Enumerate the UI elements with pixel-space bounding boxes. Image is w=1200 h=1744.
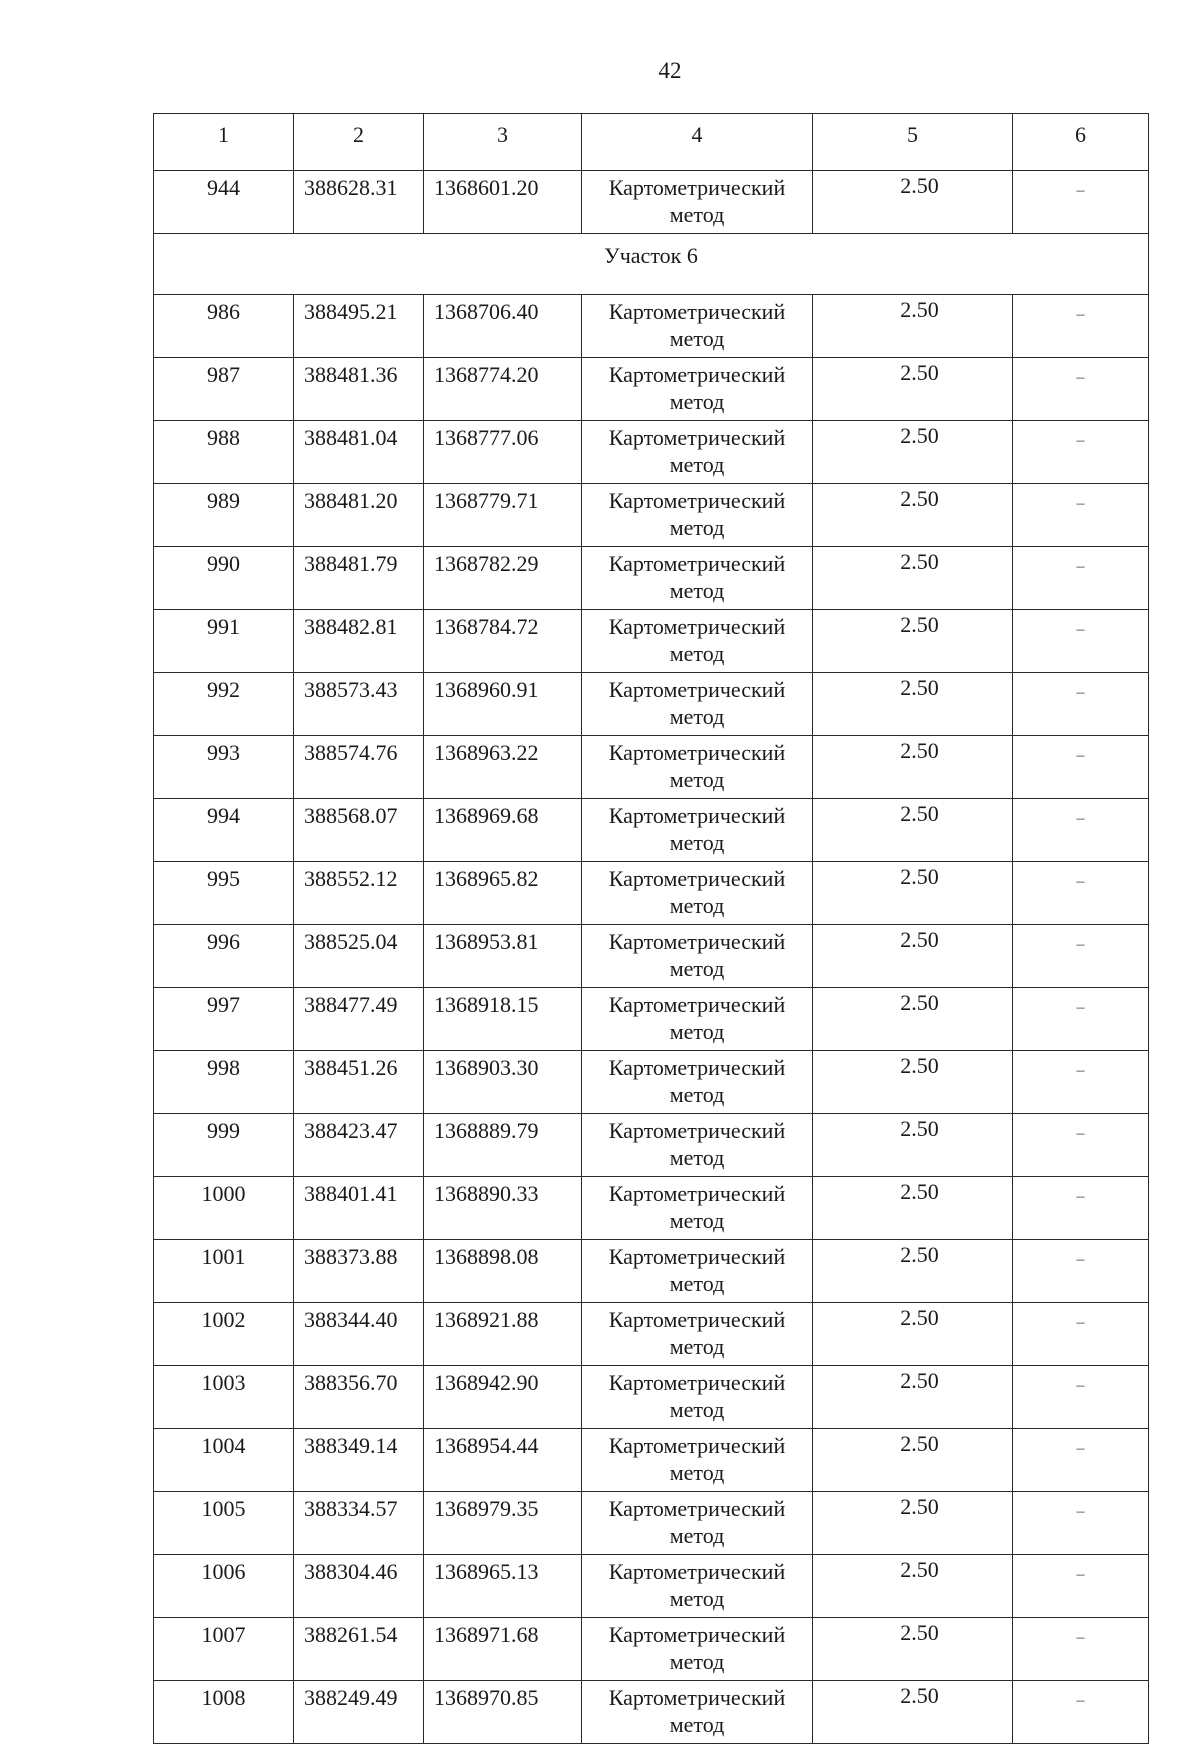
y-coordinate-cell: 1368942.90 [424,1366,582,1429]
x-coordinate-cell: 388401.41 [294,1177,424,1240]
precision-cell: 2.50 [813,547,1013,610]
coordinates-table [153,113,1149,1744]
method-cell: Картометрический метод [582,1177,813,1240]
point-number-cell: 994 [154,799,294,862]
precision-cell: 2.50 [813,1114,1013,1177]
point-number-cell: 995 [154,862,294,925]
method-cell: Картометрический метод [582,925,813,988]
note-cell: – [1013,799,1149,862]
precision-cell: 2.50 [813,1177,1013,1240]
y-coordinate-cell: 1368779.71 [424,484,582,547]
precision-cell: 2.50 [813,421,1013,484]
y-coordinate-cell: 1368601.20 [424,171,582,234]
note-cell: – [1013,862,1149,925]
note-cell: – [1013,1555,1149,1618]
y-coordinate-cell: 1368774.20 [424,358,582,421]
point-number-cell: 987 [154,358,294,421]
note-cell: – [1013,1492,1149,1555]
note-cell: – [1013,736,1149,799]
point-number-cell: 944 [154,171,294,234]
table-row [154,1366,1149,1429]
precision-cell: 2.50 [813,610,1013,673]
note-cell: – [1013,988,1149,1051]
x-coordinate-cell: 388628.31 [294,171,424,234]
header-cell: 3 [424,114,582,171]
table-row [154,171,1149,234]
x-coordinate-cell: 388423.47 [294,1114,424,1177]
method-cell: Картометрический метод [582,1681,813,1744]
table-row [154,1051,1149,1114]
method-cell: Картометрический метод [582,1114,813,1177]
x-coordinate-cell: 388574.76 [294,736,424,799]
point-number-cell: 1007 [154,1618,294,1681]
precision-cell: 2.50 [813,736,1013,799]
x-coordinate-cell: 388334.57 [294,1492,424,1555]
y-coordinate-cell: 1368782.29 [424,547,582,610]
table-row [154,799,1149,862]
header-cell: 6 [1013,114,1149,171]
y-coordinate-cell: 1368889.79 [424,1114,582,1177]
point-number-cell: 1006 [154,1555,294,1618]
point-number-cell: 1001 [154,1240,294,1303]
table-header-row [154,114,1149,171]
method-cell: Картометрический метод [582,1240,813,1303]
precision-cell: 2.50 [813,1051,1013,1114]
precision-cell: 2.50 [813,1303,1013,1366]
method-cell: Картометрический метод [582,1618,813,1681]
method-cell: Картометрический метод [582,1366,813,1429]
y-coordinate-cell: 1368921.88 [424,1303,582,1366]
method-cell: Картометрический метод [582,547,813,610]
table-row [154,610,1149,673]
table-row [154,421,1149,484]
x-coordinate-cell: 388482.81 [294,610,424,673]
precision-cell: 2.50 [813,1618,1013,1681]
x-coordinate-cell: 388477.49 [294,988,424,1051]
y-coordinate-cell: 1368970.85 [424,1681,582,1744]
note-cell: – [1013,1051,1149,1114]
method-cell: Картометрический метод [582,736,813,799]
point-number-cell: 986 [154,295,294,358]
note-cell: – [1013,295,1149,358]
note-cell: – [1013,1177,1149,1240]
method-cell: Картометрический метод [582,171,813,234]
table-row [154,547,1149,610]
precision-cell: 2.50 [813,171,1013,234]
y-coordinate-cell: 1368777.06 [424,421,582,484]
x-coordinate-cell: 388344.40 [294,1303,424,1366]
point-number-cell: 999 [154,1114,294,1177]
precision-cell: 2.50 [813,358,1013,421]
header-cell: 4 [582,114,813,171]
header-cell: 2 [294,114,424,171]
table-row [154,862,1149,925]
point-number-cell: 1000 [154,1177,294,1240]
note-cell: – [1013,925,1149,988]
y-coordinate-cell: 1368903.30 [424,1051,582,1114]
table-row [154,925,1149,988]
y-coordinate-cell: 1368965.82 [424,862,582,925]
point-number-cell: 996 [154,925,294,988]
table-row [154,1303,1149,1366]
note-cell: – [1013,1618,1149,1681]
precision-cell: 2.50 [813,1240,1013,1303]
method-cell: Картометрический метод [582,1492,813,1555]
note-cell: – [1013,1366,1149,1429]
note-cell: – [1013,1303,1149,1366]
note-cell: – [1013,1681,1149,1744]
point-number-cell: 1004 [154,1429,294,1492]
x-coordinate-cell: 388495.21 [294,295,424,358]
table-row [154,484,1149,547]
header-cell: 1 [154,114,294,171]
precision-cell: 2.50 [813,484,1013,547]
method-cell: Картометрический метод [582,610,813,673]
table-row [154,988,1149,1051]
precision-cell: 2.50 [813,1366,1013,1429]
method-cell: Картометрический метод [582,799,813,862]
table-row [154,358,1149,421]
page-number: 42 [658,58,682,83]
point-number-cell: 988 [154,421,294,484]
point-number-cell: 998 [154,1051,294,1114]
point-number-cell: 993 [154,736,294,799]
table-row [154,1555,1149,1618]
method-cell: Картометрический метод [582,673,813,736]
point-number-cell: 1002 [154,1303,294,1366]
section-row [154,234,1149,295]
x-coordinate-cell: 388525.04 [294,925,424,988]
method-cell: Картометрический метод [582,1303,813,1366]
note-cell: – [1013,171,1149,234]
x-coordinate-cell: 388573.43 [294,673,424,736]
y-coordinate-cell: 1368960.91 [424,673,582,736]
x-coordinate-cell: 388261.54 [294,1618,424,1681]
y-coordinate-cell: 1368963.22 [424,736,582,799]
note-cell: – [1013,421,1149,484]
precision-cell: 2.50 [813,295,1013,358]
method-cell: Картометрический метод [582,484,813,547]
table-row [154,1492,1149,1555]
y-coordinate-cell: 1368979.35 [424,1492,582,1555]
note-cell: – [1013,358,1149,421]
y-coordinate-cell: 1368965.13 [424,1555,582,1618]
method-cell: Картометрический метод [582,421,813,484]
point-number-cell: 989 [154,484,294,547]
table-row [154,673,1149,736]
note-cell: – [1013,1240,1149,1303]
precision-cell: 2.50 [813,1555,1013,1618]
x-coordinate-cell: 388481.79 [294,547,424,610]
note-cell: – [1013,484,1149,547]
y-coordinate-cell: 1368953.81 [424,925,582,988]
point-number-cell: 1005 [154,1492,294,1555]
x-coordinate-cell: 388481.04 [294,421,424,484]
y-coordinate-cell: 1368890.33 [424,1177,582,1240]
method-cell: Картометрический метод [582,988,813,1051]
precision-cell: 2.50 [813,988,1013,1051]
precision-cell: 2.50 [813,673,1013,736]
point-number-cell: 991 [154,610,294,673]
y-coordinate-cell: 1368706.40 [424,295,582,358]
table-row [154,1240,1149,1303]
x-coordinate-cell: 388481.20 [294,484,424,547]
header-cell: 5 [813,114,1013,171]
x-coordinate-cell: 388451.26 [294,1051,424,1114]
point-number-cell: 990 [154,547,294,610]
y-coordinate-cell: 1368971.68 [424,1618,582,1681]
point-number-cell: 1003 [154,1366,294,1429]
precision-cell: 2.50 [813,862,1013,925]
x-coordinate-cell: 388373.88 [294,1240,424,1303]
table-row [154,1618,1149,1681]
method-cell: Картометрический метод [582,1429,813,1492]
note-cell: – [1013,1429,1149,1492]
x-coordinate-cell: 388481.36 [294,358,424,421]
method-cell: Картометрический метод [582,358,813,421]
x-coordinate-cell: 388349.14 [294,1429,424,1492]
note-cell: – [1013,610,1149,673]
point-number-cell: 997 [154,988,294,1051]
y-coordinate-cell: 1368954.44 [424,1429,582,1492]
method-cell: Картометрический метод [582,295,813,358]
section-label: Участок 6 [154,234,1149,295]
precision-cell: 2.50 [813,925,1013,988]
table-row [154,1429,1149,1492]
method-cell: Картометрический метод [582,1555,813,1618]
x-coordinate-cell: 388356.70 [294,1366,424,1429]
table-row [154,295,1149,358]
note-cell: – [1013,1114,1149,1177]
table-row [154,1114,1149,1177]
method-cell: Картометрический метод [582,1051,813,1114]
point-number-cell: 992 [154,673,294,736]
note-cell: – [1013,673,1149,736]
note-cell: – [1013,547,1149,610]
precision-cell: 2.50 [813,1492,1013,1555]
y-coordinate-cell: 1368898.08 [424,1240,582,1303]
table-row [154,736,1149,799]
table-body [154,114,1149,1744]
x-coordinate-cell: 388249.49 [294,1681,424,1744]
precision-cell: 2.50 [813,799,1013,862]
y-coordinate-cell: 1368784.72 [424,610,582,673]
y-coordinate-cell: 1368918.15 [424,988,582,1051]
precision-cell: 2.50 [813,1429,1013,1492]
x-coordinate-cell: 388304.46 [294,1555,424,1618]
method-cell: Картометрический метод [582,862,813,925]
precision-cell: 2.50 [813,1681,1013,1744]
table-row [154,1177,1149,1240]
point-number-cell: 1008 [154,1681,294,1744]
x-coordinate-cell: 388568.07 [294,799,424,862]
y-coordinate-cell: 1368969.68 [424,799,582,862]
x-coordinate-cell: 388552.12 [294,862,424,925]
table-row [154,1681,1149,1744]
